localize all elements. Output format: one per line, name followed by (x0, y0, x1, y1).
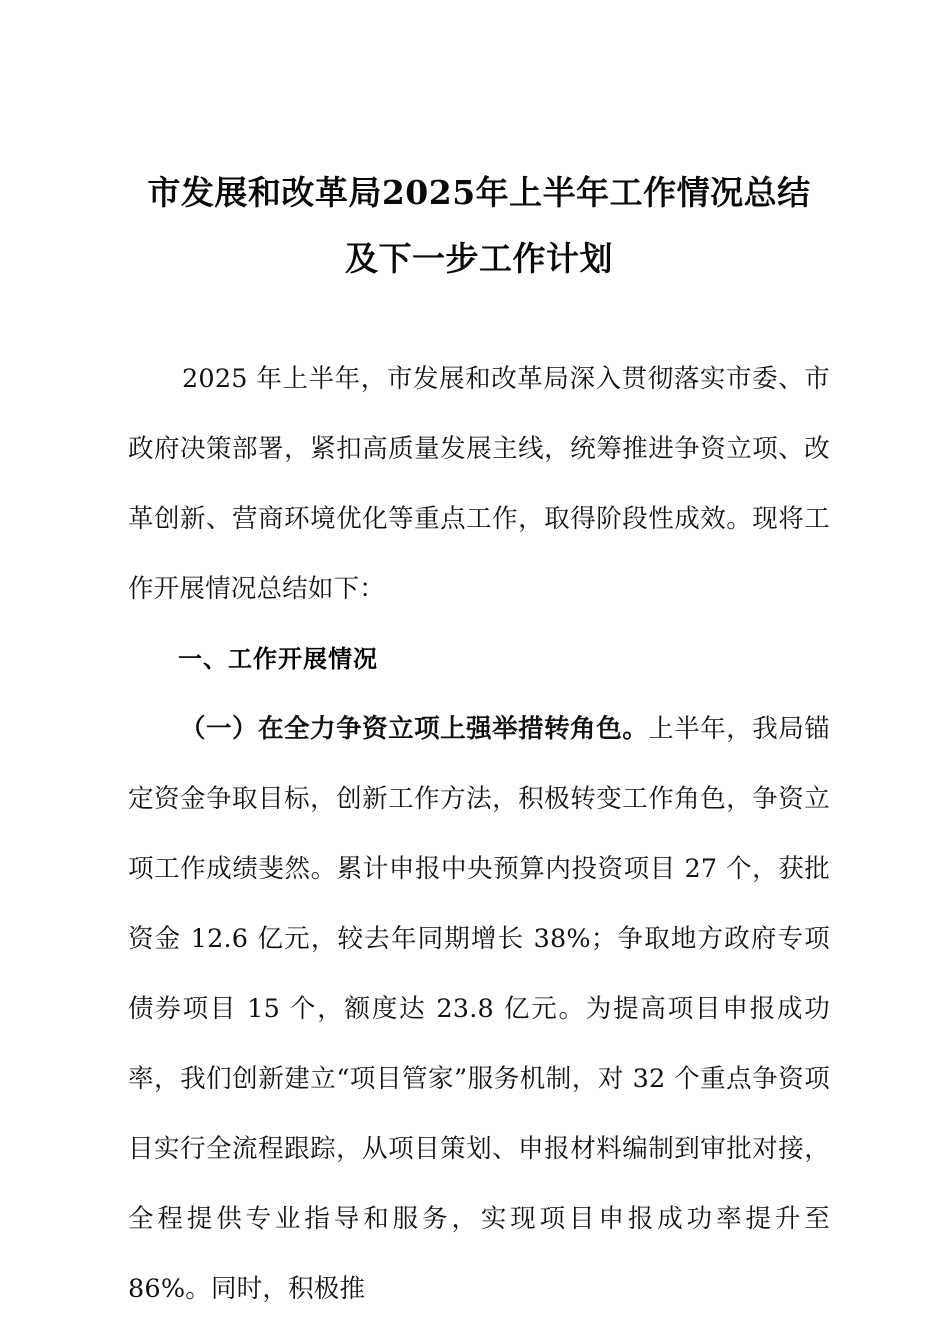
subsection-lead-sentence: （一）在全力争资立项上强举措转角色。 (180, 714, 649, 744)
subsection-body-text: 上半年，我局锚定资金争取目标，创新工作方法，积极转变工作角色，争资立项工作成绩斐然。累计申报中央预算内投资项目 27 个，获批资金 12.6 亿元，较去年同期增长 38%；争取地方政府专项债券项目 15 个，额度达 23.8 亿元。为提高项目申报成功率，我们创新建立“项目管家”服务机制，对 32 个重点争资项目实行全流程跟踪，从项目策划、申报材料编制到审批对接，全程提供专业指导和服务，实现项目申报成功率提升至 86%。同时，积极推 (128, 714, 830, 1304)
document-content-column (128, 0, 830, 1324)
document-title (128, 0, 830, 292)
section-heading-1: 一、工作开展情况 (178, 645, 378, 673)
subsection-paragraph-1 (128, 694, 830, 1324)
document-title-line-2: 及下一步工作计划 (345, 239, 613, 278)
document-title-line-1: 市发展和改革局2025年上半年工作情况总结 (147, 173, 811, 212)
intro-paragraph: 2025 年上半年，市发展和改革局深入贯彻落实市委、市政府决策部署，紧扣高质量发展主线，统筹推进争资立项、改革创新、营商环境优化等重点工作，取得阶段性成效。现将工作开展情况总结如下： (128, 364, 830, 604)
document-body (128, 344, 830, 1324)
